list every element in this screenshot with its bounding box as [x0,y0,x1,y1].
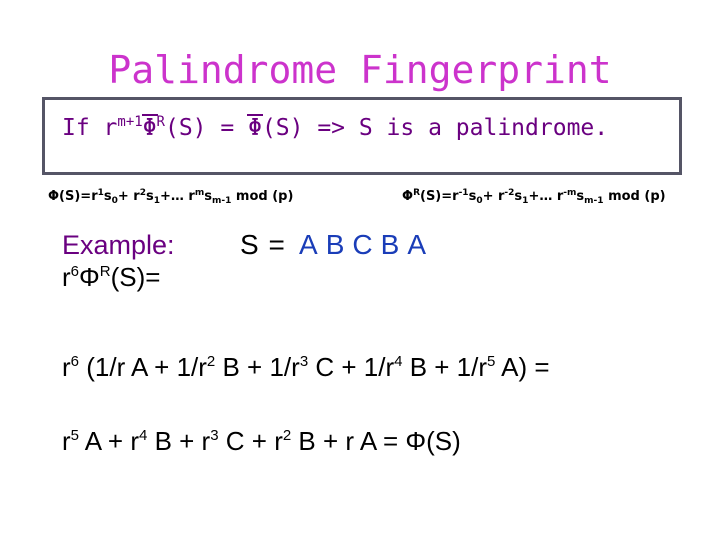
formula-right-plus-1: + r [482,189,505,204]
formula-right-phi: Φ [402,189,414,204]
formula-left-plus-2: +… r [160,189,195,204]
formula-right-sub-3: m-1 [584,196,604,206]
formula-right-term-1: s [468,189,477,204]
line2-part: r [62,426,71,456]
formula-right-term-3: s [576,189,585,204]
condition-suffix: (S) => S is a palindrome. [261,115,609,141]
line1-exp: 6 [70,353,80,370]
condition-exponent: m+1 [117,114,143,130]
line2-part: B + r A = Φ(S) [291,426,461,456]
line1-part: r [62,352,71,382]
line1-part: C + 1/r [308,352,395,382]
condition-statement [62,114,608,141]
line1-exp: 4 [394,353,403,370]
sequence-letter: A [407,229,428,260]
formula-left-sub-3: m-1 [212,196,232,206]
condition-mid: (S) = [164,115,249,141]
formula-right-sub-2: 1 [522,196,529,206]
formula-right-r-sup: R [413,188,420,198]
formula-left-term-2: s [146,189,154,204]
example-sequence [240,229,434,261]
sequence-letter: B [325,229,346,260]
formula-right-exp-3: -m [563,188,577,198]
formula-right-sub-1: 0 [476,196,483,206]
reverse-fingerprint-formula [402,188,666,206]
line1-part: B + 1/r [402,352,488,382]
formula-left-exp-1: 1 [97,188,104,198]
formula-right-term-2: s [514,189,523,204]
formula-left-sub-1: 0 [111,196,118,206]
formula-left-mod: mod (p) [231,189,294,204]
line2-part: B + r [147,426,211,456]
sequence-lead: S = [240,229,286,260]
formula-left-exp-3: m [194,188,205,198]
formula-left-term-1: s [103,189,112,204]
formula-right-mod: mod (p) [603,189,666,204]
line2-exp: 2 [282,427,292,444]
expansion-line-1 [62,352,550,383]
line2-exp: 5 [70,427,80,444]
line2-exp: 3 [210,427,219,444]
line1-part: (1/r A + 1/r [79,352,207,382]
line1-part: B + 1/r [215,352,300,382]
example-phi: Φ [79,262,100,292]
formula-left-sub-2: 1 [153,196,161,206]
sequence-letter: C [352,229,374,260]
example-r: r [62,262,71,292]
condition-phi-2: Φ [248,115,262,141]
condition-phi: Φ [142,115,157,141]
formula-right-exp-1: -1 [458,188,469,198]
formula-right-exp-2: -2 [504,188,515,198]
formula-right-lhs: (S)=r [420,189,459,204]
sequence-letter: A [299,229,319,260]
formula-left-plus-1: + r [117,189,140,204]
formula-right-plus-2: +… r [528,189,564,204]
example-exp: 6 [70,263,80,280]
formula-left-lhs: Φ(S)=r [48,189,98,204]
example-r-sup: R [99,263,111,280]
example-tail: (S)= [110,262,161,292]
line1-exp: 5 [487,353,496,370]
formula-left-exp-2: 2 [139,188,146,198]
slide-title: Palindrome Fingerprint [108,48,612,92]
line2-exp: 4 [139,427,148,444]
formula-left-term-3: s [204,189,212,204]
expansion-line-2 [62,426,461,457]
line2-part: C + r [218,426,283,456]
forward-fingerprint-formula [48,188,293,206]
condition-r-superscript: R [156,114,165,130]
example-expression [62,262,160,293]
sequence-letter: B [380,229,401,260]
line1-exp: 3 [299,353,309,370]
example-label: Example: [62,230,175,260]
line1-exp: 2 [206,353,216,370]
condition-prefix: If r [62,115,118,141]
line1-part: A) = [495,352,550,382]
line2-part: A + r [79,426,140,456]
